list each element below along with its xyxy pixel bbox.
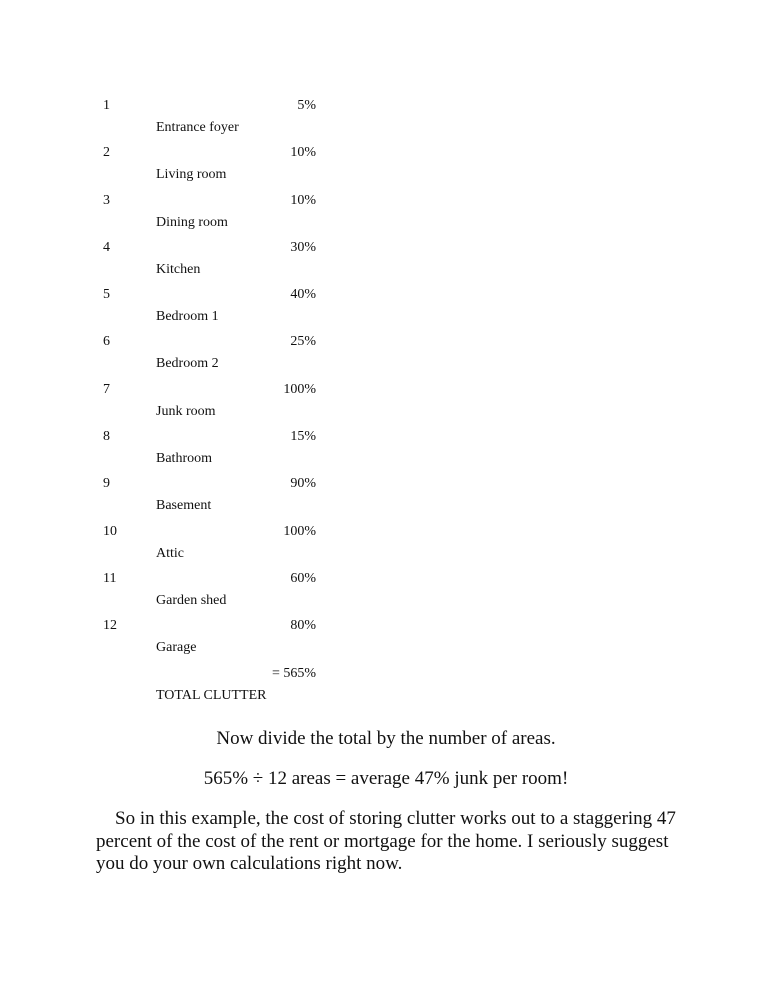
clutter-table xyxy=(0,94,772,712)
row-room-name: Dining room xyxy=(156,214,228,230)
average-calculation: 565% ÷ 12 areas = average 47% junk per room! xyxy=(203,768,569,789)
row-number: 7 xyxy=(103,381,110,397)
body-paragraph: So in this example, the cost of storing clutter works out to a staggering 47 percent of the cost of the rent or mortgage for the home. I seriously suggest you do your own calculations right now. xyxy=(96,808,676,874)
row-room-name: Attic xyxy=(156,545,184,561)
row-room-name: Bedroom 1 xyxy=(156,309,219,325)
divide-instruction: Now divide the total by the number of areas. xyxy=(216,728,556,749)
row-percentage: 10% xyxy=(290,145,316,161)
table-row xyxy=(0,472,772,519)
row-room-name: Basement xyxy=(156,498,212,514)
row-number: 2 xyxy=(103,145,110,161)
row-room-name: Bathroom xyxy=(156,451,212,467)
row-percentage: 40% xyxy=(290,287,316,303)
row-percentage: 15% xyxy=(290,429,316,445)
row-number: 12 xyxy=(103,618,117,634)
row-number: 10 xyxy=(103,523,117,539)
table-row xyxy=(0,567,772,614)
table-row xyxy=(0,520,772,567)
row-percentage: 90% xyxy=(290,476,316,492)
row-number: 9 xyxy=(103,476,110,492)
table-row xyxy=(0,283,772,330)
row-room-name: Entrance foyer xyxy=(156,120,239,135)
table-row xyxy=(0,141,772,188)
row-number: 5 xyxy=(103,287,110,303)
row-percentage: 5% xyxy=(297,98,316,113)
row-room-name: Junk room xyxy=(156,403,216,419)
table-row xyxy=(0,425,772,472)
row-number: 1 xyxy=(103,98,110,113)
table-row xyxy=(0,94,772,141)
row-percentage: 100% xyxy=(283,381,316,397)
row-percentage: 100% xyxy=(283,523,316,539)
row-room-name: Kitchen xyxy=(156,261,201,277)
row-percentage: 30% xyxy=(290,239,316,255)
row-percentage: 60% xyxy=(290,570,316,586)
row-percentage: 80% xyxy=(290,618,316,634)
row-number: 4 xyxy=(103,239,110,255)
table-row xyxy=(0,614,772,661)
row-number: 6 xyxy=(103,334,110,350)
row-room-name: Bedroom 2 xyxy=(156,356,219,372)
table-row xyxy=(0,330,772,377)
row-percentage: 10% xyxy=(290,192,316,208)
row-number: 3 xyxy=(103,192,110,208)
row-room-name: Garden shed xyxy=(156,592,227,608)
row-room-name: Living room xyxy=(156,167,227,183)
row-number: 8 xyxy=(103,429,110,445)
row-percentage: 25% xyxy=(290,334,316,350)
table-row xyxy=(0,189,772,236)
row-number: 11 xyxy=(103,570,117,586)
row-room-name: Garage xyxy=(156,640,197,656)
total-row xyxy=(0,662,772,712)
table-row xyxy=(0,236,772,283)
total-value: = 565% xyxy=(271,665,316,681)
table-row xyxy=(0,378,772,425)
total-label: TOTAL CLUTTER xyxy=(156,687,267,703)
